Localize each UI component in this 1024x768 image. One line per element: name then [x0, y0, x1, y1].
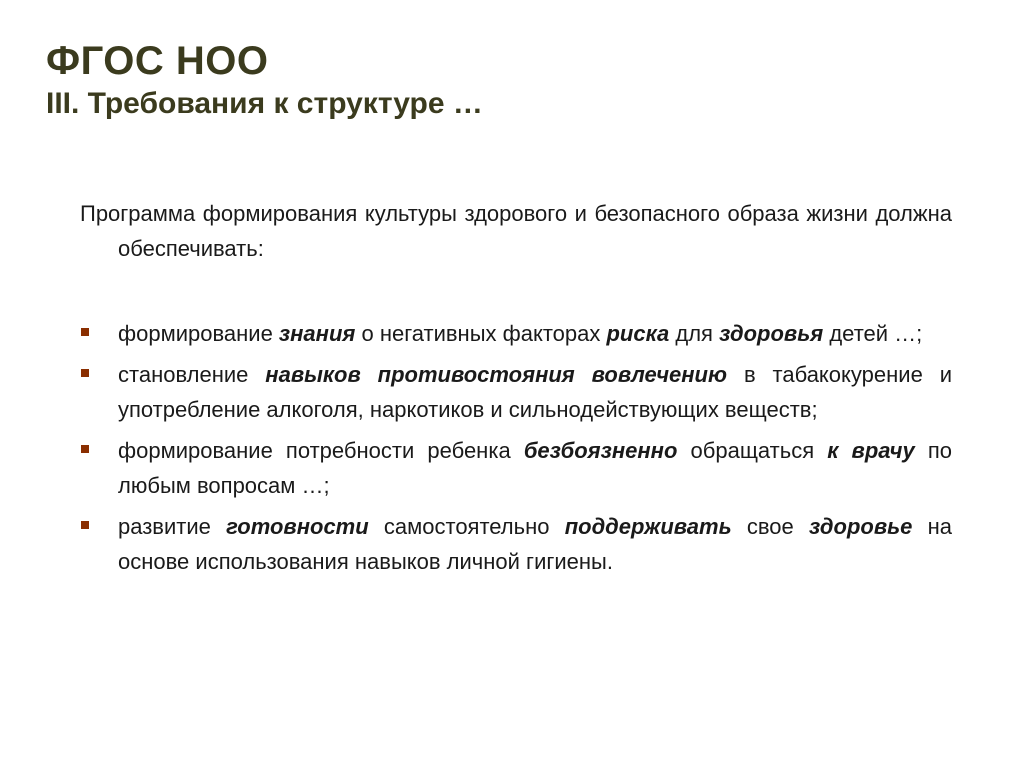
bullet-text: о негативных факторах	[355, 321, 607, 346]
bullet-text: формирование	[118, 321, 279, 346]
bullet-text: развитие	[118, 514, 227, 539]
slide-subtitle: III. Требования к структуре …	[46, 87, 483, 120]
emphasized-text: готовности	[226, 514, 369, 539]
bullet-text: свое	[731, 514, 809, 539]
emphasized-text: поддерживать	[564, 514, 732, 539]
bullet-item	[118, 509, 952, 579]
bullet-item	[118, 357, 952, 427]
bullet-text: формирование потребности ребенка	[118, 438, 524, 463]
intro-paragraph: Программа формирования культуры здорового и безопасного образа жизни должна обеспечивать:	[80, 201, 952, 261]
bullet-list	[80, 316, 952, 579]
bullet-text: обращаться	[677, 438, 828, 463]
emphasized-text: к врачу	[827, 438, 915, 463]
square-bullet-icon	[81, 328, 89, 336]
bullet-text: по любым вопросам …;	[118, 438, 953, 498]
emphasized-text: здоровья	[719, 321, 824, 346]
bullet-text: становление	[118, 362, 266, 387]
slide-body	[80, 196, 952, 585]
emphasized-text: знания	[278, 321, 356, 346]
emphasized-text: риска	[606, 321, 670, 346]
title-block	[46, 38, 986, 122]
bullet-text: на основе использования навыков личной гигиены.	[118, 514, 953, 574]
bullet-item	[118, 316, 952, 351]
slide-title: ФГОС НОО	[46, 39, 269, 83]
square-bullet-icon	[81, 445, 89, 453]
bullet-item	[118, 433, 952, 503]
emphasized-text: здоровье	[808, 514, 913, 539]
emphasized-text: безбоязненно	[523, 438, 678, 463]
square-bullet-icon	[81, 369, 89, 377]
bullet-text: в табакокурение и употребление алкоголя, наркотиков и сильнодействующих веществ;	[118, 362, 953, 422]
bullet-text: самостоятельно	[368, 514, 565, 539]
emphasized-text: навыков противостояния вовлечению	[265, 362, 728, 387]
bullet-text: детей …;	[823, 321, 923, 346]
square-bullet-icon	[81, 521, 89, 529]
bullet-text: для	[669, 321, 720, 346]
